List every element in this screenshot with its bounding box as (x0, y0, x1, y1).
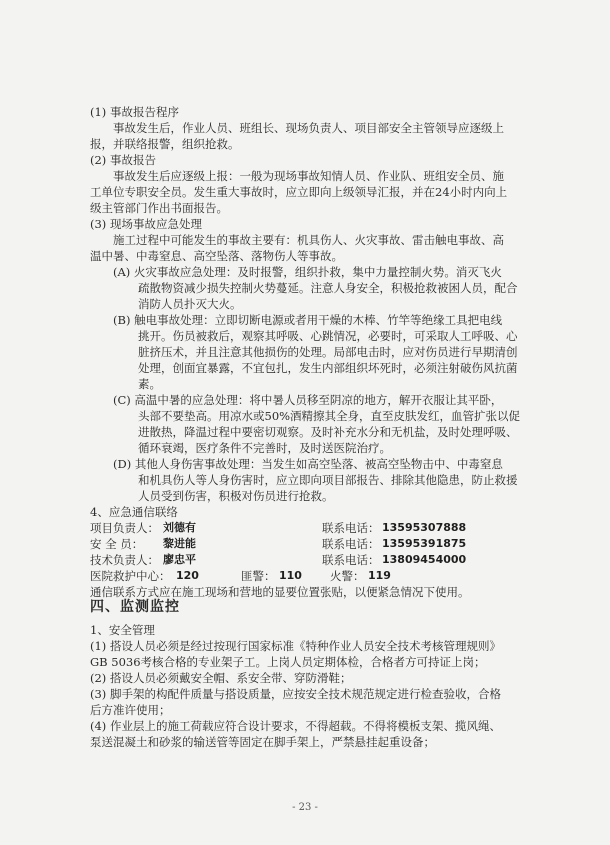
item-b-line: 素。 (138, 377, 161, 391)
safety-item-line: (2) 搭设人员必须戴安全帽、系安全带、穿防滑鞋； (90, 671, 352, 685)
s2-paragraph-line: 事故发生后应逐级上报：一般为现场事故知情人员、作业队、班组安全员、施 (113, 169, 504, 183)
fire-label: 火警： (330, 569, 365, 583)
item-b-line: 脏挤压术，并且注意其他损伤的处理。局部电击时，应对伤员进行早期清创 (138, 345, 518, 359)
safety-item-line: 泵送混凝土和砂浆的输送管等固定在脚手架上，严禁悬挂起重设备； (90, 735, 435, 749)
item-c-line: (C) 高温中暑的应急处理：将中暑人员移至阴凉的地方，解开衣服让其平卧， (113, 393, 503, 407)
safety-item-line: GB 5036考核合格的专业架子工。上岗人员定期体检，合格者方可持证上岗； (90, 655, 486, 669)
contact-note: 通信联系方式应在施工现场和营地的显要位置张贴，以便紧急情况下使用。 (90, 585, 470, 599)
contact-phone-label: 联系电话： (322, 537, 380, 551)
hospital-label: 医院救护中心： (90, 569, 171, 583)
contact-phone-label: 联系电话： (322, 521, 380, 535)
fire-number: 119 (368, 569, 391, 582)
s2-paragraph-line: 工单位专职安全员。发生重大事故时，应立即向上级领导汇报，并在24小时内向上 (90, 185, 508, 199)
s2-paragraph-line: 级主管部门作出书面报告。 (90, 201, 228, 215)
police-number: 110 (279, 569, 302, 582)
s1-heading: (1) 事故报告程序 (90, 105, 179, 119)
contact-name: 刘德有 (163, 521, 196, 534)
item-a-line: 疏散物资减少损失控制火势蔓延。注意人身安全，积极抢救被困人员，配合 (138, 281, 518, 295)
s2-heading: (2) 事故报告 (90, 153, 156, 167)
s1-paragraph-line: 事故发生后，作业人员、班组长、现场负责人、项目部安全主管领导应逐级上 (113, 121, 504, 135)
s3-heading: (3) 现场事故应急处理 (90, 217, 202, 231)
contact-label: 技术负责人： (90, 553, 159, 567)
contact-label: 安 全 员： (90, 537, 144, 551)
contact-phone: 13809454000 (382, 553, 467, 566)
item-a-line: (A) 火灾事故应急处理：及时报警，组织扑救，集中力量控制火势。消灭飞火 (113, 265, 502, 279)
item-c-line: 头部不要垫高。用凉水或50%酒精擦其全身，直至皮肤发红，血管扩张以促 (138, 409, 521, 423)
s1-paragraph-line: 报，并联络报警，组织抢救。 (90, 137, 240, 151)
contact-name: 黎进能 (163, 537, 196, 550)
item-a-line: 消防人员扑灭大火。 (138, 297, 242, 311)
s4-heading: 4、应急通信联络 (90, 505, 178, 519)
contact-name: 廖忠平 (163, 553, 196, 566)
safety-item-line: (1) 搭设人员必须是经过按现行国家标准《特种作业人员安全技术考核管理规则》 (90, 639, 501, 653)
item-d-line: 和机具伤人等人身伤害时，应立即向项目部报告、排除其他隐患，防止救援 (138, 473, 518, 487)
item-d-line: (D) 其他人身伤害事故处理：当发生如高空坠落、被高空坠物击中、中毒窒息 (113, 457, 503, 471)
item-c-line: 进散热，降温过程中要密切观察。及时补充水分和无机盐，及时处理呼吸、 (138, 425, 518, 439)
contact-phone: 13595391875 (382, 537, 467, 550)
contact-label: 项目负责人： (90, 521, 159, 535)
item-b-line: (B) 触电事故处理：立即切断电源或者用干燥的木棒、竹竿等绝缘工具把电线 (113, 313, 503, 327)
contact-phone-label: 联系电话： (322, 553, 380, 567)
hospital-number: 120 (176, 569, 199, 582)
s3-intro-line: 施工过程中可能发生的事故主要有：机具伤人、火灾事故、雷击触电事故、高 (113, 233, 504, 247)
police-label: 匪警： (241, 569, 276, 583)
safety-heading: 1、安全管理 (90, 623, 155, 637)
item-b-line: 挑开。伤员被救后，观察其呼吸、心跳情况，必要时，可采取人工呼吸、心 (138, 329, 518, 343)
contact-phone: 13595307888 (382, 521, 467, 534)
item-c-line: 循环衰竭，医疗条件不完善时，及时送医院治疗。 (138, 441, 391, 455)
item-b-line: 处理，创面宜暴露，不宜包扎，发生内部组织坏死时，必须注射破伤风抗菌 (138, 361, 518, 375)
safety-item-line: 后方准许使用； (90, 703, 171, 717)
item-d-line: 人员受到伤害，积极对伤员进行抢救。 (138, 489, 334, 503)
safety-item-line: (4) 作业层上的施工荷载应符合设计要求，不得超载。不得将模板支架、揽风绳、 (90, 719, 501, 733)
section-title: 四、监测监控 (90, 599, 180, 615)
safety-item-line: (3) 脚手架的构配件质量与搭设质量，应按安全技术规范规定进行检查验收，合格 (90, 687, 501, 701)
page-number: - 23 - (292, 802, 318, 813)
s3-intro-line: 温中暑、中毒窒息、高空坠落、落物伤人等事故。 (90, 249, 343, 263)
